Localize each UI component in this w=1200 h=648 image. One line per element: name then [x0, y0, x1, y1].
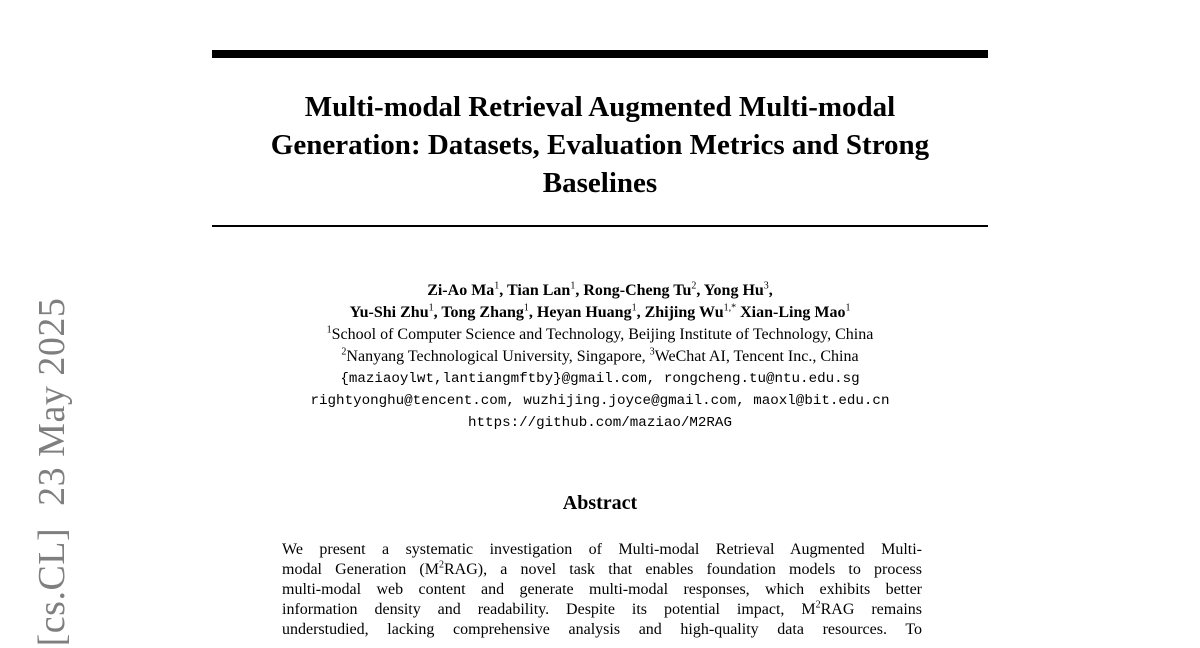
title-bottom-rule [212, 225, 988, 227]
author-affil-sup: 1 [494, 280, 500, 292]
abstract-line [282, 600, 922, 620]
author-name: Tong Zhang [441, 304, 524, 321]
author-name: Rong-Cheng Tu [583, 282, 692, 299]
title-line: Multi-modal Retrieval Augmented Multi-modal [304, 91, 896, 123]
abstract-line: multi-modal web content and generate multi-modal responses, which exhibits better [282, 581, 922, 598]
repo-link[interactable]: https://github.com/maziao/M2RAG [468, 415, 732, 431]
affiliation-text: WeChat AI, Tencent Inc., China [654, 348, 859, 365]
title-line: Baselines [542, 167, 658, 199]
author-name: Zi-Ao Ma [427, 282, 495, 299]
abstract-line [282, 560, 922, 580]
author-sep: , [528, 304, 537, 321]
superscript: 2 [438, 559, 444, 571]
author-name: Heyan Huang [536, 304, 632, 321]
email-line[interactable]: {maziaoylwt,lantiangmftby}@gmail.com, rongcheng.tu@ntu.edu.sg [340, 371, 860, 387]
author-affil-sup: 2 [691, 280, 697, 292]
arxiv-identifier-stamp [30, 298, 74, 647]
author-name: Yu-Shi Zhu [349, 304, 429, 321]
arxiv-date: 23 May 2025 [31, 297, 73, 506]
author-affil-sup: 1 [845, 302, 851, 314]
author-line-1 [200, 280, 1000, 302]
author-line-2 [200, 302, 1000, 324]
email-line[interactable]: rightyonghu@tencent.com, wuzhijing.joyce@gmail.com, maoxl@bit.edu.cn [310, 393, 890, 409]
affil-sup: 1 [326, 324, 332, 336]
abstract-text: modal Generation (M [282, 561, 439, 578]
author-affil-sup: 1,* [723, 302, 737, 314]
affiliation-text: School of Computer Science and Technology, Beijing Institute of Technology, China [331, 326, 874, 343]
abstract-line: We present a systematic investigation of Multi-modal Retrieval Augmented Multi- [282, 541, 922, 558]
paper-title [200, 88, 1000, 202]
affiliation-line-1 [200, 324, 1000, 346]
superscript: 2 [815, 599, 821, 611]
title-top-rule [212, 50, 988, 58]
abstract-line: understudied, lacking comprehensive analysis and high-quality data resources. To [282, 621, 922, 638]
affiliation-text: Nanyang Technological University, Singapore, [346, 348, 650, 365]
affil-sup: 2 [341, 346, 347, 358]
author-sep: , [499, 282, 508, 299]
author-affil-sup: 1 [523, 302, 529, 314]
author-name: Zhijing Wu [644, 304, 724, 321]
author-affil-sup: 3 [763, 280, 769, 292]
author-name: Tian Lan [507, 282, 571, 299]
author-affil-sup: 1 [428, 302, 434, 314]
author-sep: , [433, 304, 442, 321]
author-sep: , [696, 282, 704, 299]
abstract-heading: Abstract [562, 492, 638, 514]
author-affil-sup: 1 [570, 280, 576, 292]
abstract-text: information density and readability. Despite its potential impact, M [282, 601, 816, 618]
author-sep: , [636, 304, 645, 321]
author-name: Xian-Ling Mao [740, 304, 846, 321]
affiliation-line-2 [200, 346, 1000, 368]
abstract-text: RAG), a novel task that enables foundation models to process [443, 561, 923, 578]
arxiv-category: [cs.CL] [31, 527, 73, 647]
abstract-body [282, 540, 922, 640]
author-sep: , [575, 282, 584, 299]
author-sep: , [768, 282, 773, 299]
title-line: Generation: Datasets, Evaluation Metrics and Strong [270, 129, 930, 161]
author-name: Yong Hu [703, 282, 764, 299]
author-block [200, 280, 1000, 434]
author-affil-sup: 1 [631, 302, 637, 314]
abstract-text: RAG remains [820, 601, 922, 618]
affil-sup: 3 [649, 346, 655, 358]
